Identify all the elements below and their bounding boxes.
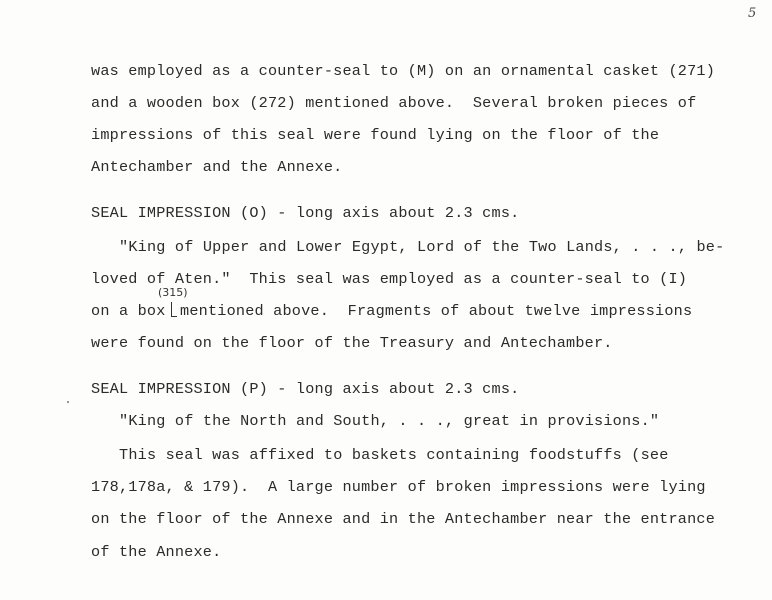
seal-p-heading: SEAL IMPRESSION (P) - long axis about 2.3 cms.: [91, 380, 520, 398]
seal-o-line-3b: mentioned above. Fragments of about twelve impressions: [180, 302, 693, 320]
seal-o-line-3a: on a box: [91, 302, 166, 320]
seal-p-line-1: "King of the North and South, . . ., great in provisions.": [119, 412, 660, 430]
seal-p-line-5: of the Annexe.: [91, 543, 222, 561]
insertion-mark: [171, 302, 177, 317]
seal-o-line-1: "King of Upper and Lower Egypt, Lord of the Two Lands, . . ., be-: [119, 238, 725, 256]
seal-o-line-4: were found on the floor of the Treasury and Antechamber.: [91, 334, 613, 352]
seal-o-heading: SEAL IMPRESSION (O) - long axis about 2.3 cms.: [91, 204, 520, 222]
seal-p-line-3: 178,178a, & 179). A large number of broken impressions were lying: [91, 478, 706, 496]
handwritten-annotation: (315): [158, 286, 188, 299]
page-number: 5: [748, 6, 757, 21]
seal-p-line-2: This seal was affixed to baskets containing foodstuffs (see: [119, 446, 669, 464]
p1-line-4: Antechamber and the Annexe.: [91, 158, 343, 176]
p1-line-2: and a wooden box (272) mentioned above. Several broken pieces of: [91, 94, 697, 112]
p1-line-3: impressions of this seal were found lying on the floor of the: [91, 126, 660, 144]
paper-speck: [67, 401, 69, 403]
seal-o-line-2: loved of Aten." This seal was employed as a counter-seal to (I): [91, 270, 688, 288]
p1-line-1: was employed as a counter-seal to (M) on an ornamental casket (271): [91, 62, 716, 80]
seal-p-line-4: on the floor of the Annexe and in the Antechamber near the entrance: [91, 510, 716, 528]
